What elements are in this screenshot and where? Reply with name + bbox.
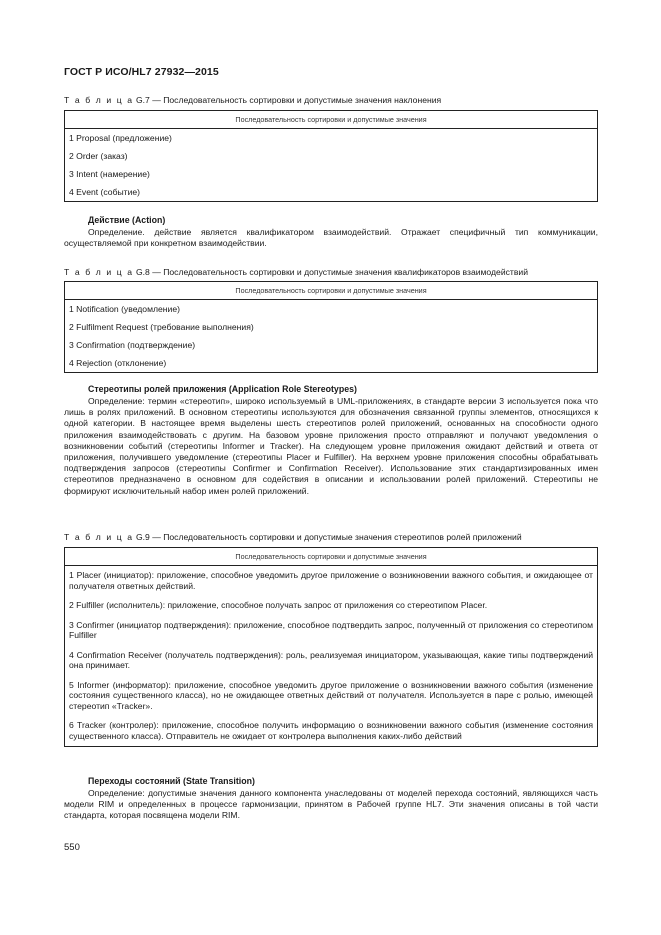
table-row (65, 183, 598, 202)
table-cell: 5 Informer (информатор): приложение, способное уведомить другое приложение о возникновении важного события (изменение состояния существенного класса), но не ожидающее ответных действий от получателя. Используется в паре с ролью, имеющей стереотип «Tracker». (65, 676, 598, 717)
table-row (65, 616, 598, 646)
table-cell: 4 Rejection (отклонение) (65, 354, 598, 373)
table-row (65, 596, 598, 616)
table-cell: 3 Confirmer (инициатор подтверждения): приложение, способное подтвердить запрос, полученный от приложения со стереотипом Fulfiller (65, 616, 598, 646)
table-row (65, 147, 598, 165)
state-transition-paragraph: Определение: допустимые значения данного компонента унаследованы от моделей перехода состояний, являющихся часть модели RIM и определенных в процессе гармонизации, принятом в Рабочей группе HL7. Эти значения описаны в той части стандарта, которая посвящена модели RIM. (64, 788, 598, 821)
table-cell: 2 Fulfiller (исполнитель): приложение, способное получать запрос от приложения со стереотипом Placer. (65, 596, 598, 616)
table-row (65, 336, 598, 354)
table-g7-caption (64, 95, 441, 105)
table-cell: 2 Fulfilment Request (требование выполнения) (65, 318, 598, 336)
table-g8-caption-text: G.8 — Последовательность сортировки и допустимые значения квалификаторов взаимодействий (133, 267, 529, 277)
action-paragraph: Определение. действие является квалификатором взаимодействий. Отражает специфичный тип коммуникации, осуществляемой при конкретном взаимодействии. (64, 227, 598, 249)
table-cell: 3 Confirmation (подтверждение) (65, 336, 598, 354)
table-g8-label: Т а б л и ц а (64, 267, 134, 277)
table-g9-caption-text: G.9 — Последовательность сортировки и допустимые значения стереотипов ролей приложений (133, 532, 522, 542)
table-row (65, 300, 598, 319)
table-row (65, 676, 598, 717)
table-g7 (64, 110, 598, 202)
table-row (65, 566, 598, 597)
stereotypes-heading: Стереотипы ролей приложения (Application Role Stereotypes) (88, 384, 357, 394)
table-row (65, 646, 598, 676)
table-cell: 2 Order (заказ) (65, 147, 598, 165)
table-cell: 1 Proposal (предложение) (65, 129, 598, 148)
table-cell: 4 Confirmation Receiver (получатель подтверждения): роль, реализуемая инициатором, указывающая, какие типы подтверждений она принимает. (65, 646, 598, 676)
table-row (65, 318, 598, 336)
table-cell: 3 Intent (намерение) (65, 165, 598, 183)
table-cell: 4 Event (событие) (65, 183, 598, 202)
action-heading: Действие (Action) (88, 215, 166, 225)
table-g8-column-header: Последовательность сортировки и допустимые значения (65, 282, 598, 300)
table-g7-caption-text: G.7 — Последовательность сортировки и допустимые значения наклонения (133, 95, 442, 105)
table-row (65, 354, 598, 373)
table-row (65, 165, 598, 183)
standard-header: ГОСТ Р ИСО/HL7 27932—2015 (64, 66, 219, 78)
table-g8 (64, 281, 598, 373)
page-number: 550 (64, 842, 80, 853)
stereotypes-paragraph: Определение: термин «стереотип», широко используемый в UML-приложениях, в стандарте версии 3 используется пока что лишь в ролях приложений. В основном стереотипы используются для обозначения связанной группы элементов, относящихся к одной категории. В настоящее время выделены шесть стереотипов ролей приложений, основанных на способности одного приложения взаимодействовать с другим. На базовом уровне приложения просто отправляют и получают уведомления о возникновении событий (стереотипы Informer и Tracker). На следующем уровне приложения ожидают действий и ответа от приложения, получившего уведомление (стереотипы Placer и Fulfiller). На верхнем уровне приложения способны обрабатывать подтверждения запросов (стереотипы Confirmer и Confirmation Receiver). Использование этих стандартизированных имен стереотипов предназначено в основном для содействия в описании и использовании ролей приложений. Стереотипы не формируют исключительный набор имен ролей приложений. (64, 396, 598, 496)
table-g8-caption (64, 267, 528, 277)
table-cell: 1 Placer (инициатор): приложение, способное уведомить другое приложение о возникновении важного события, и ожидающее от получателя ответных действий. (65, 566, 598, 597)
table-row (65, 716, 598, 747)
table-cell: 1 Notification (уведомление) (65, 300, 598, 319)
table-g9-column-header: Последовательность сортировки и допустимые значения (65, 548, 598, 566)
table-g9-label: Т а б л и ц а (64, 532, 134, 542)
state-transition-heading: Переходы состояний (State Transition) (88, 776, 255, 786)
table-g9 (64, 547, 598, 747)
table-row (65, 129, 598, 148)
table-g9-caption (64, 532, 522, 542)
table-g7-label: Т а б л и ц а (64, 95, 134, 105)
table-cell: 6 Tracker (контролер): приложение, способное получить информацию о возникновении важного события (изменение состояния существенного класса). Отправитель не ожидает от контролера выполнения каких-либо действий (65, 716, 598, 747)
table-g7-column-header: Последовательность сортировки и допустимые значения (65, 111, 598, 129)
